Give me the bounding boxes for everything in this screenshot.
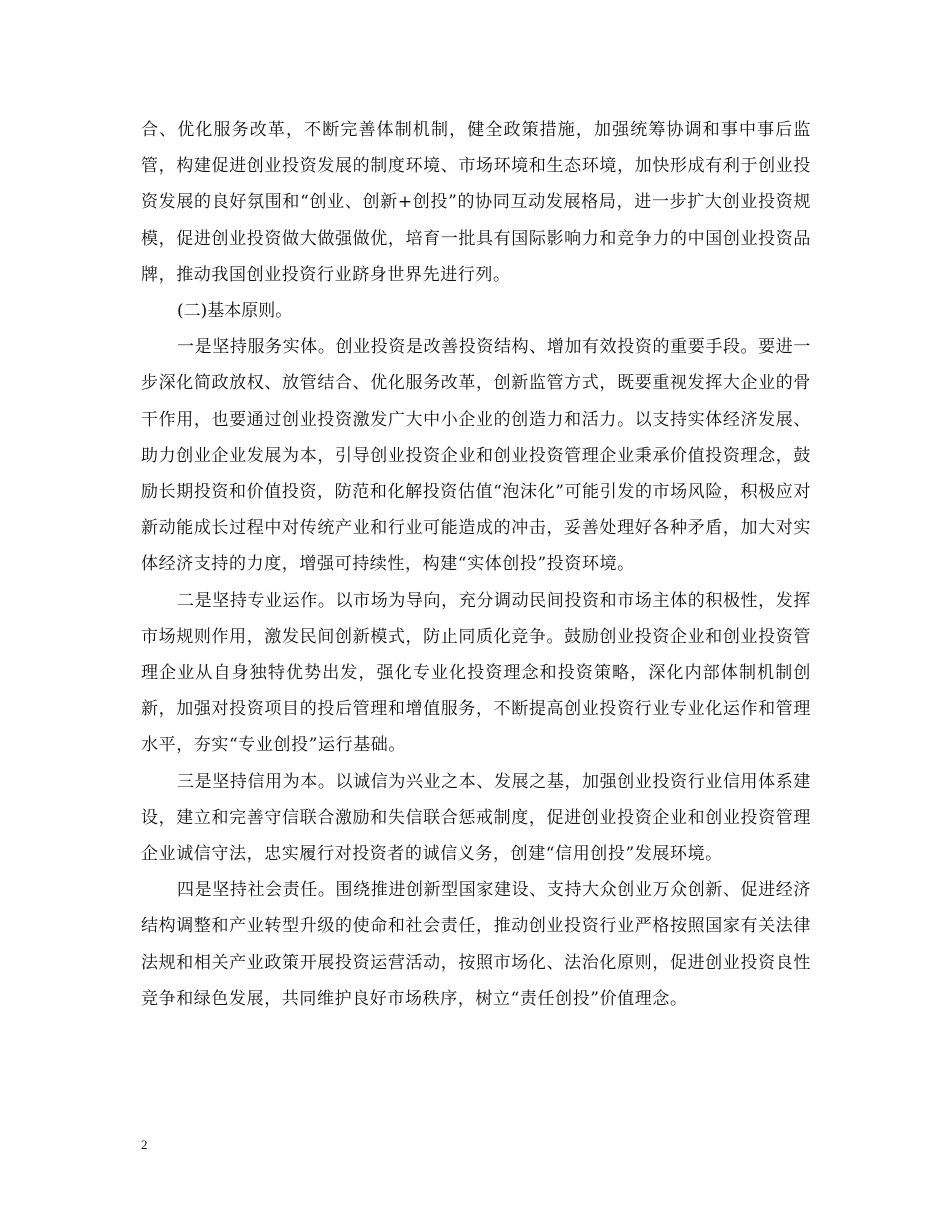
document-body: [141, 112, 811, 1017]
paragraph-principle-three: 三是坚持信用为本。以诚信为兴业之本、发展之基，加强创业投资行业信用体系建设，建立和完善守信联合激励和失信联合惩戒制度，促进创业投资企业和创业投资管理企业诚信守法，忠实履行对投资者的诚信义务，创建“信用创投”发展环境。: [141, 771, 811, 865]
paragraph-principle-two: 二是坚持专业运作。以市场为导向，充分调动民间投资和市场主体的积极性，发挥市场规则作用，激发民间创新模式，防止同质化竞争。鼓励创业投资企业和创业投资管理企业从自身独特优势出发，强化专业化投资理念和投资策略，深化内部体制机制创新，加强对投资项目的投后管理和增值服务，不断提高创业投资行业专业化运作和管理水平，夯实“专业创投”运行基础。: [141, 590, 811, 756]
paragraph-principle-four: 四是坚持社会责任。围绕推进创新型国家建设、支持大众创业万众创新、促进经济结构调整和产业转型升级的使命和社会责任，推动创业投资行业严格按照国家有关法律法规和相关产业政策开展投资运营活动，按照市场化、法治化原则，促进创业投资良性竞争和绿色发展，共同维护良好市场秩序，树立“责任创投”价值理念。: [141, 880, 811, 1009]
paragraph-continuation: 合、优化服务改革，不断完善体制机制，健全政策措施，加强统筹协调和事中事后监管，构建促进创业投资发展的制度环境、市场环境和生态环境，加快形成有利于创业投资发展的良好氛围和“创业、创新+创投”的协同互动发展格局，进一步扩大创业投资规模，促进创业投资做大做强做优，培育一批具有国际影响力和竞争力的中国创业投资品牌，推动我国创业投资行业跻身世界先进行列。: [141, 120, 811, 285]
paragraph-principle-one: 一是坚持服务实体。创业投资是改善投资结构、增加有效投资的重要手段。要进一步深化简政放权、放管结合、优化服务改革，创新监管方式，既要重视发挥大企业的骨干作用，也要通过创业投资激发广大中小企业的创造力和活力。以支持实体经济发展、助力创业企业发展为本，引导创业投资企业和创业投资管理企业秉承价值投资理念，鼓励长期投资和价值投资，防范和化解投资估值“泡沫化”可能引发的市场风险，积极应对新动能成长过程中对传统产业和行业可能造成的冲击，妥善处理好各种矛盾，加大对实体经济支持的力度，增强可持续性，构建“实体创投”投资环境。: [141, 337, 811, 575]
section-heading-basic-principles: (二)基本原则。: [177, 301, 293, 322]
page-number: 2: [141, 1137, 148, 1152]
